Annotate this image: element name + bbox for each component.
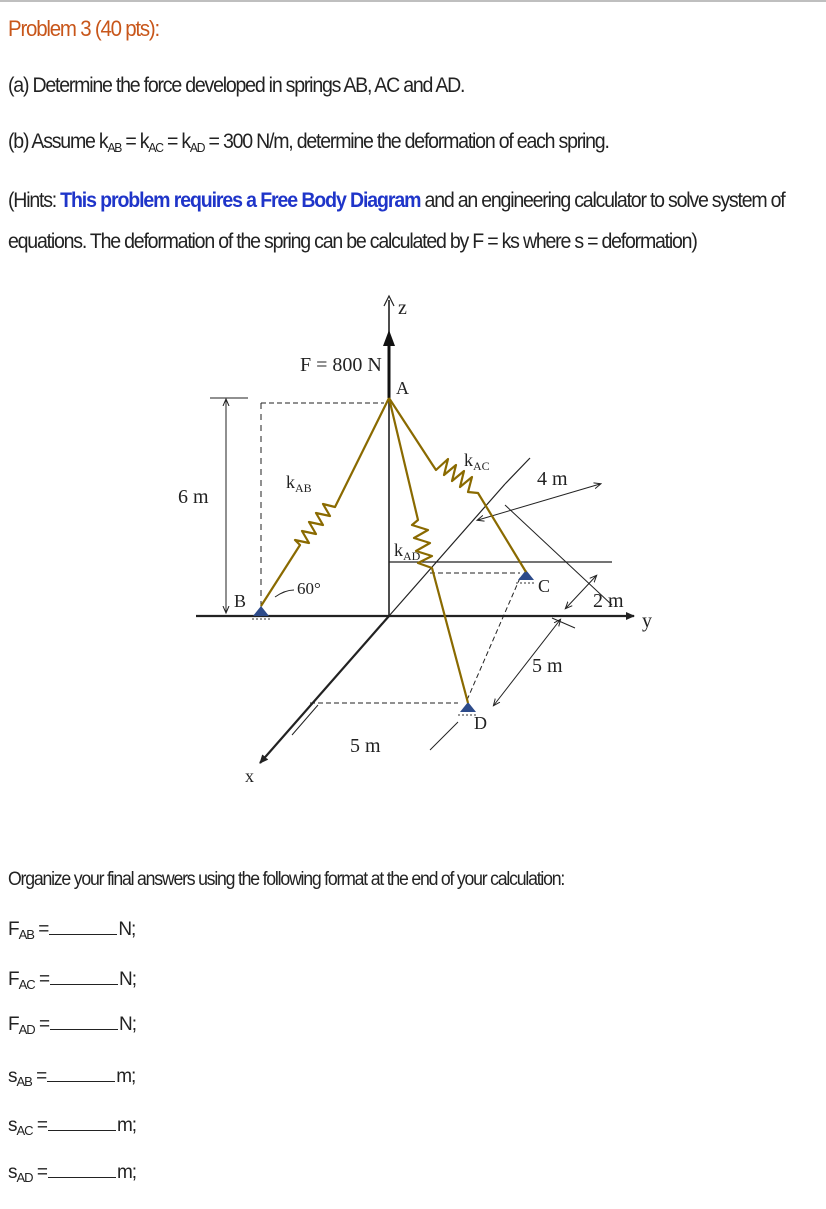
answer-blank[interactable]: [50, 1013, 118, 1030]
ground-diagonal-2: [505, 458, 530, 484]
answers-intro: Organize your final answers using the following format at the end of your calculation:: [8, 869, 565, 890]
dim-2m-line: [566, 576, 596, 608]
answer-row: $s_{AB} = m$;: [8, 1066, 136, 1089]
part-a-text: (a) Determine the force developed in springs AB, AC and AD.: [8, 74, 465, 97]
problem-title: Problem 3 (40 pts):: [8, 16, 160, 41]
support-b-icon: [253, 606, 269, 616]
dim-5m-x-line: [292, 705, 318, 735]
spring-ac-label: $k_{AC}$: [464, 450, 490, 473]
spring-ab: [261, 398, 389, 606]
spring-ad-label: $k_{AD}$: [394, 540, 421, 563]
force-label: F = 800 N: [300, 354, 382, 376]
answer-row: $s_{AD} = m$;: [8, 1162, 137, 1185]
height-label: 6 m: [178, 486, 209, 508]
axis-z-label: z: [398, 297, 407, 319]
answer-row: $s_{AC} = m$;: [8, 1115, 137, 1138]
answer-row: $F_{AD} = N$;: [8, 1014, 137, 1037]
hints-line-2: equations. The deformation of the spring can be calculated by F = ks where s = deformation): [8, 230, 697, 253]
hint-highlight: This problem requires a Free Body Diagram: [60, 189, 421, 212]
dim-2m-label: 2 m: [593, 590, 624, 612]
spring-diagram: [0, 280, 826, 800]
axis-x-label: x: [245, 766, 254, 786]
answer-blank[interactable]: [48, 1161, 116, 1178]
angle-arc: [275, 590, 294, 597]
point-c-label: C: [538, 576, 551, 596]
hints-line-1: (Hints: This problem requires a Free Body Diagram and an engineering calculator to solve system of: [8, 189, 785, 212]
part-b-text: (b) Assume $k_{AB} = k_{AC} = k_{AD} = 300$ N/m, determine the deformation of each spring.: [8, 130, 609, 155]
axis-y-label: y: [642, 610, 652, 632]
dim-5m-x-label: 5 m: [350, 735, 381, 757]
answer-blank[interactable]: [49, 918, 117, 935]
spring-ab-label: $k_{AB}$: [286, 472, 312, 495]
support-d-icon: [460, 702, 476, 712]
dim-5m-x-right: [430, 722, 458, 750]
answer-row: $F_{AC} = N$;: [8, 969, 137, 992]
answer-blank[interactable]: [48, 1114, 116, 1131]
point-b-label: B: [234, 591, 247, 611]
point-a-label: A: [396, 378, 409, 398]
dim-4m-label: 4 m: [537, 468, 568, 490]
dim-5m-y-label: 5 m: [532, 655, 563, 677]
answer-blank[interactable]: [50, 968, 118, 985]
answer-blank[interactable]: [47, 1065, 115, 1082]
force-arrowhead: [383, 330, 395, 346]
point-d-label: D: [474, 713, 487, 733]
top-rule: [0, 0, 826, 2]
answer-row: $F_{AB} = N$;: [8, 919, 136, 942]
angle-label: 60°: [297, 579, 321, 598]
